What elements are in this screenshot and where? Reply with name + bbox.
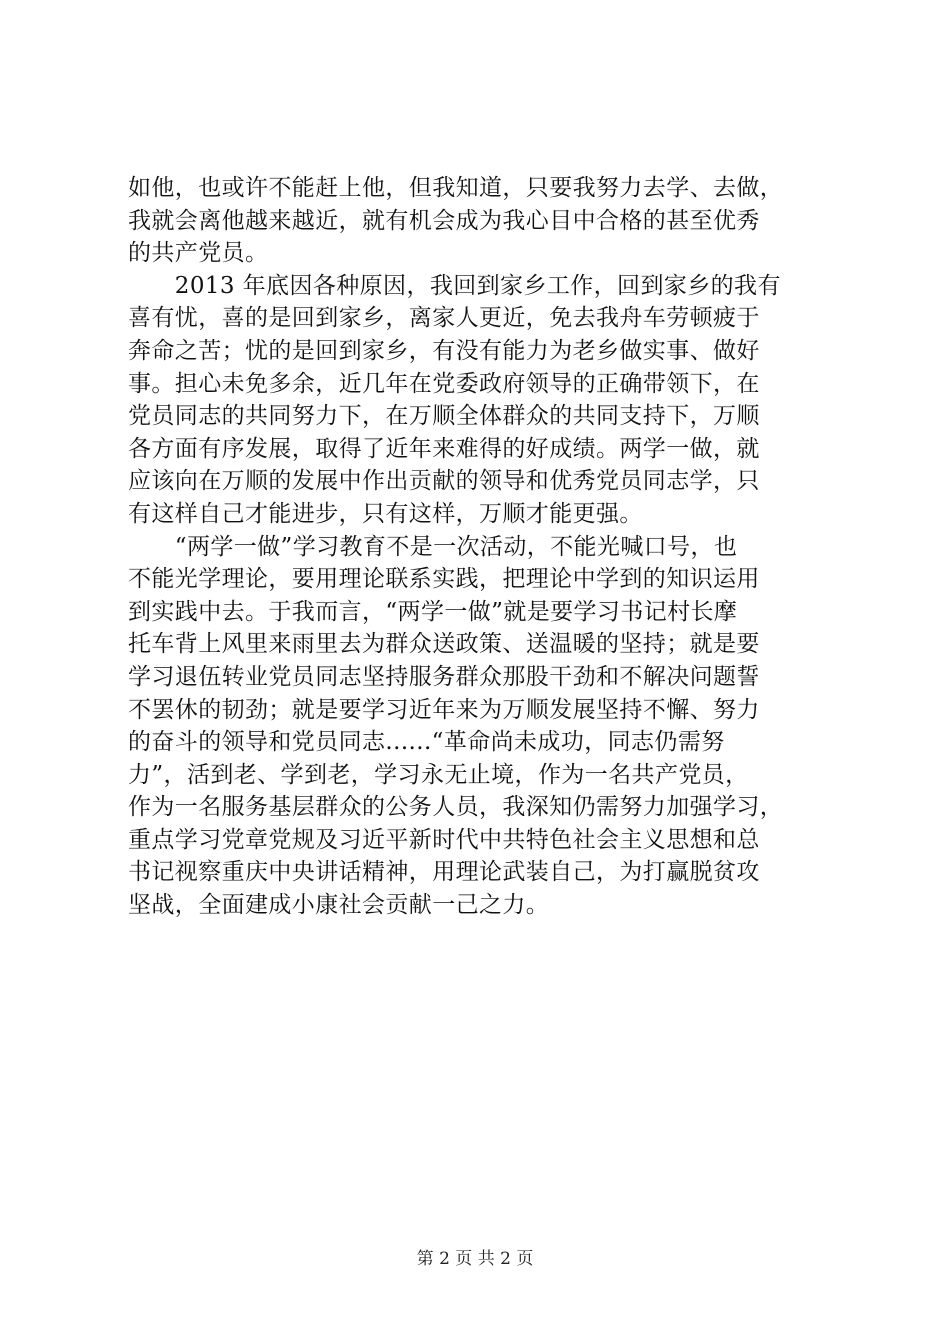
text-line: 重点学习党章党规及习近平新时代中共特色社会主义思想和总 (128, 826, 760, 853)
text-line: 的奋斗的领导和党员同志......“革命尚未成功，同志仍需努 (128, 729, 725, 756)
text-line: 学习退伍转业党员同志坚持服务群众那股干劲和不解决问题誓 (128, 663, 760, 690)
text-line: “两学一做”学习教育不是一次活动，不能光喊口号，也 (128, 533, 738, 560)
text-line: 应该向在万顺的发展中作出贡献的领导和优秀党员同志学，只 (128, 468, 760, 495)
text-line: 有这样自己才能进步，只有这样，万顺才能更强。 (128, 500, 643, 527)
text-line: 书记视察重庆中央讲话精神，用理论武装自己，为打赢脱贫攻 (128, 859, 760, 886)
text-line: 奔命之苦；忧的是回到家乡，有没有能力为老乡做实事、做好 (128, 337, 760, 364)
text-line: 托车背上风里来雨里去为群众送政策、送温暖的坚持；就是要 (128, 631, 760, 658)
text-line: 党员同志的共同努力下，在万顺全体群众的共同支持下，万顺 (128, 403, 760, 430)
text-line: 喜有忧，喜的是回到家乡，离家人更近，免去我舟车劳顿疲于 (128, 305, 760, 332)
body-text (128, 172, 838, 922)
text-line: 作为一名服务基层群众的公务人员，我深知仍需努力加强学习， (128, 794, 784, 821)
text-line: 坚战，全面建成小康社会贡献一己之力。 (128, 892, 550, 919)
text-line: 的共产党员。 (128, 240, 269, 267)
text-line: 到实践中去。于我而言，“两学一做”就是要学习书记村长摩 (128, 598, 738, 625)
text-line: 2013 年底因各种原因，我回到家乡工作，回到家乡的我有 (128, 272, 781, 299)
text-line: 各方面有序发展，取得了近年来难得的好成绩。两学一做，就 (128, 435, 760, 462)
text-line: 不罢休的韧劲；就是要学习近年来为万顺发展坚持不懈、努力 (128, 696, 760, 723)
text-line: 如他，也或许不能赶上他，但我知道，只要我努力去学、去做， (128, 175, 784, 201)
text-line: 力”，活到老、学到老，学习永无止境，作为一名共产党员， (128, 761, 749, 788)
text-line: 不能光学理论，要用理论联系实践，把理论中学到的知识运用 (128, 566, 760, 593)
page-number-footer: 第 2 页 共 2 页 (416, 1249, 534, 1269)
text-line: 我就会离他越来越近，就有机会成为我心目中合格的甚至优秀 (128, 207, 760, 234)
text-line: 事。担心未免多余，近几年在党委政府领导的正确带领下，在 (128, 370, 760, 397)
